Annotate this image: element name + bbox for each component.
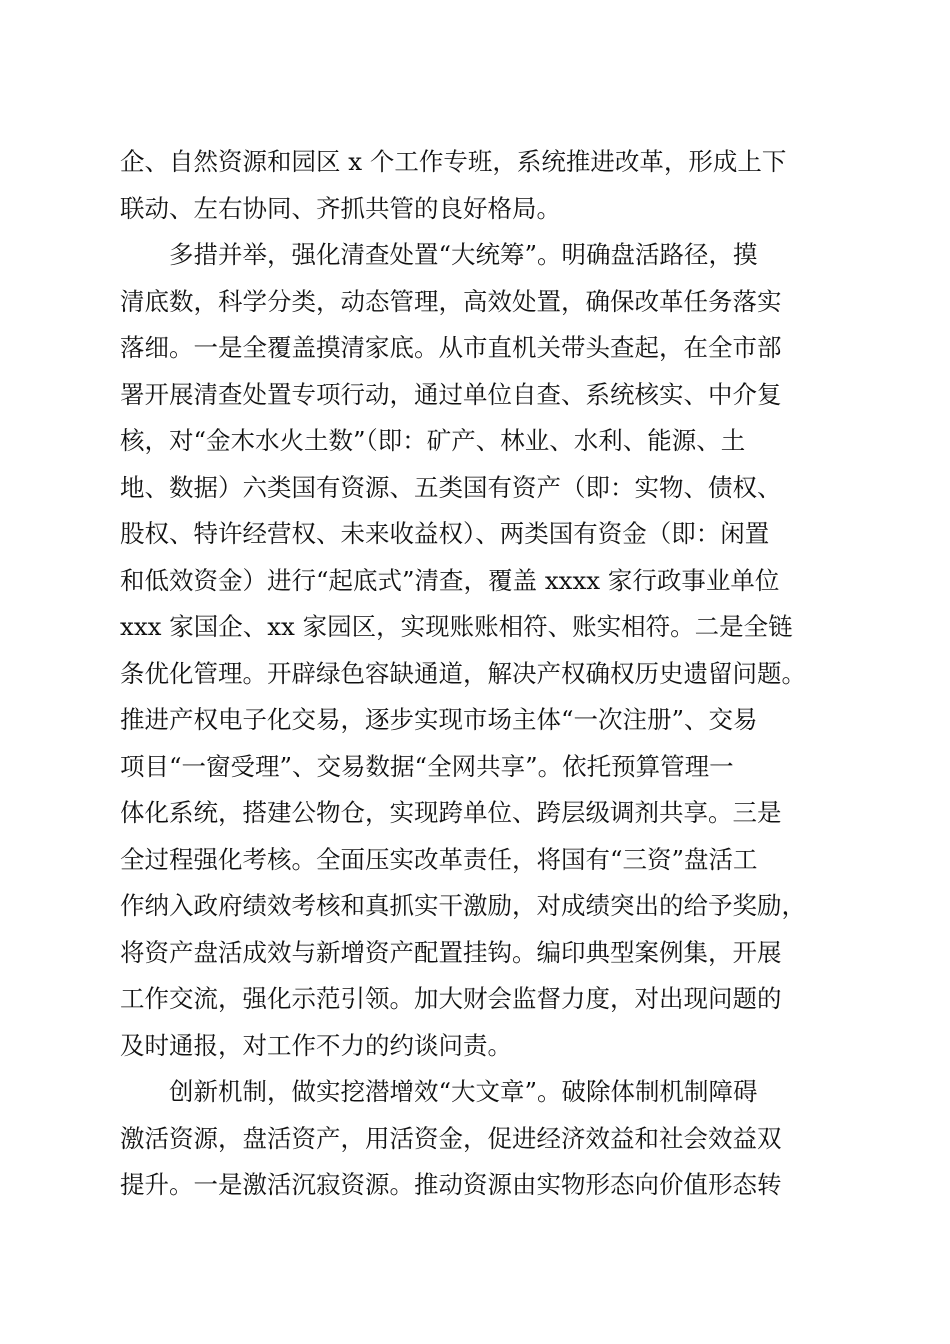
text-line: 及时通报，对工作不力的约谈问责。: [120, 1031, 512, 1060]
text-line: 推进产权电子化交易，逐步实现市场主体“一次注册”、交易: [120, 705, 758, 734]
text-line: 将资产盘活成效与新增资产配置挂钩。编印典型案例集，开展: [120, 938, 782, 967]
text-line: 项目“一窗受理”、交易数据“全网共享”。依托预算管理一: [120, 752, 734, 781]
text-line: 地、数据）六类国有资源、五类国有资产（即：实物、债权、: [120, 473, 782, 502]
text-line: 核，对“金木水火土数”（即：矿产、林业、水利、能源、土: [120, 426, 746, 455]
text-line: 和低效资金）进行“起底式”清查，覆盖 xxxx 家行政事业单位: [120, 566, 780, 595]
text-line: 提升。一是激活沉寂资源。推动资源由实物形态向价值形态转: [120, 1170, 782, 1199]
paragraph-start-line: 多措并举，强化清查处置“大统筹”。明确盘活路径，摸: [169, 240, 758, 269]
text-line: 工作交流，强化示范引领。加大财会监督力度，对出现问题的: [120, 984, 782, 1013]
text-line: 全过程强化考核。全面压实改革责任，将国有“三资”盘活工: [120, 845, 758, 874]
text-line: 体化系统，搭建公物仓，实现跨单位、跨层级调剂共享。三是: [120, 798, 782, 827]
text-line: 激活资源，盘活资产，用活资金，促进经济效益和社会效益双: [120, 1124, 782, 1153]
text-line: 企、自然资源和园区 x 个工作专班，系统推进改革，形成上下: [120, 147, 787, 176]
text-line: 条优化管理。开辟绿色容缺通道，解决产权确权历史遗留问题。: [120, 659, 806, 688]
text-line: 作纳入政府绩效考核和真抓实干激励，对成绩突出的给予奖励，: [120, 891, 806, 920]
text-line: 署开展清查处置专项行动，通过单位自查、系统核实、中介复: [120, 380, 782, 409]
text-line: xxx 家国企、xx 家园区，实现账账相符、账实相符。二是全链: [120, 612, 793, 641]
text-line: 联动、左右协同、齐抓共管的良好格局。: [120, 194, 561, 223]
text-line: 落细。一是全覆盖摸清家底。从市直机关带头查起，在全市部: [120, 333, 782, 362]
text-line: 股权、特许经营权、未来收益权）、两类国有资金（即：闲置: [120, 519, 770, 548]
paragraph-start-line: 创新机制，做实挖潜增效“大文章”。破除体制机制障碍: [169, 1077, 758, 1106]
text-line: 清底数，科学分类，动态管理，高效处置，确保改革任务落实: [120, 287, 782, 316]
